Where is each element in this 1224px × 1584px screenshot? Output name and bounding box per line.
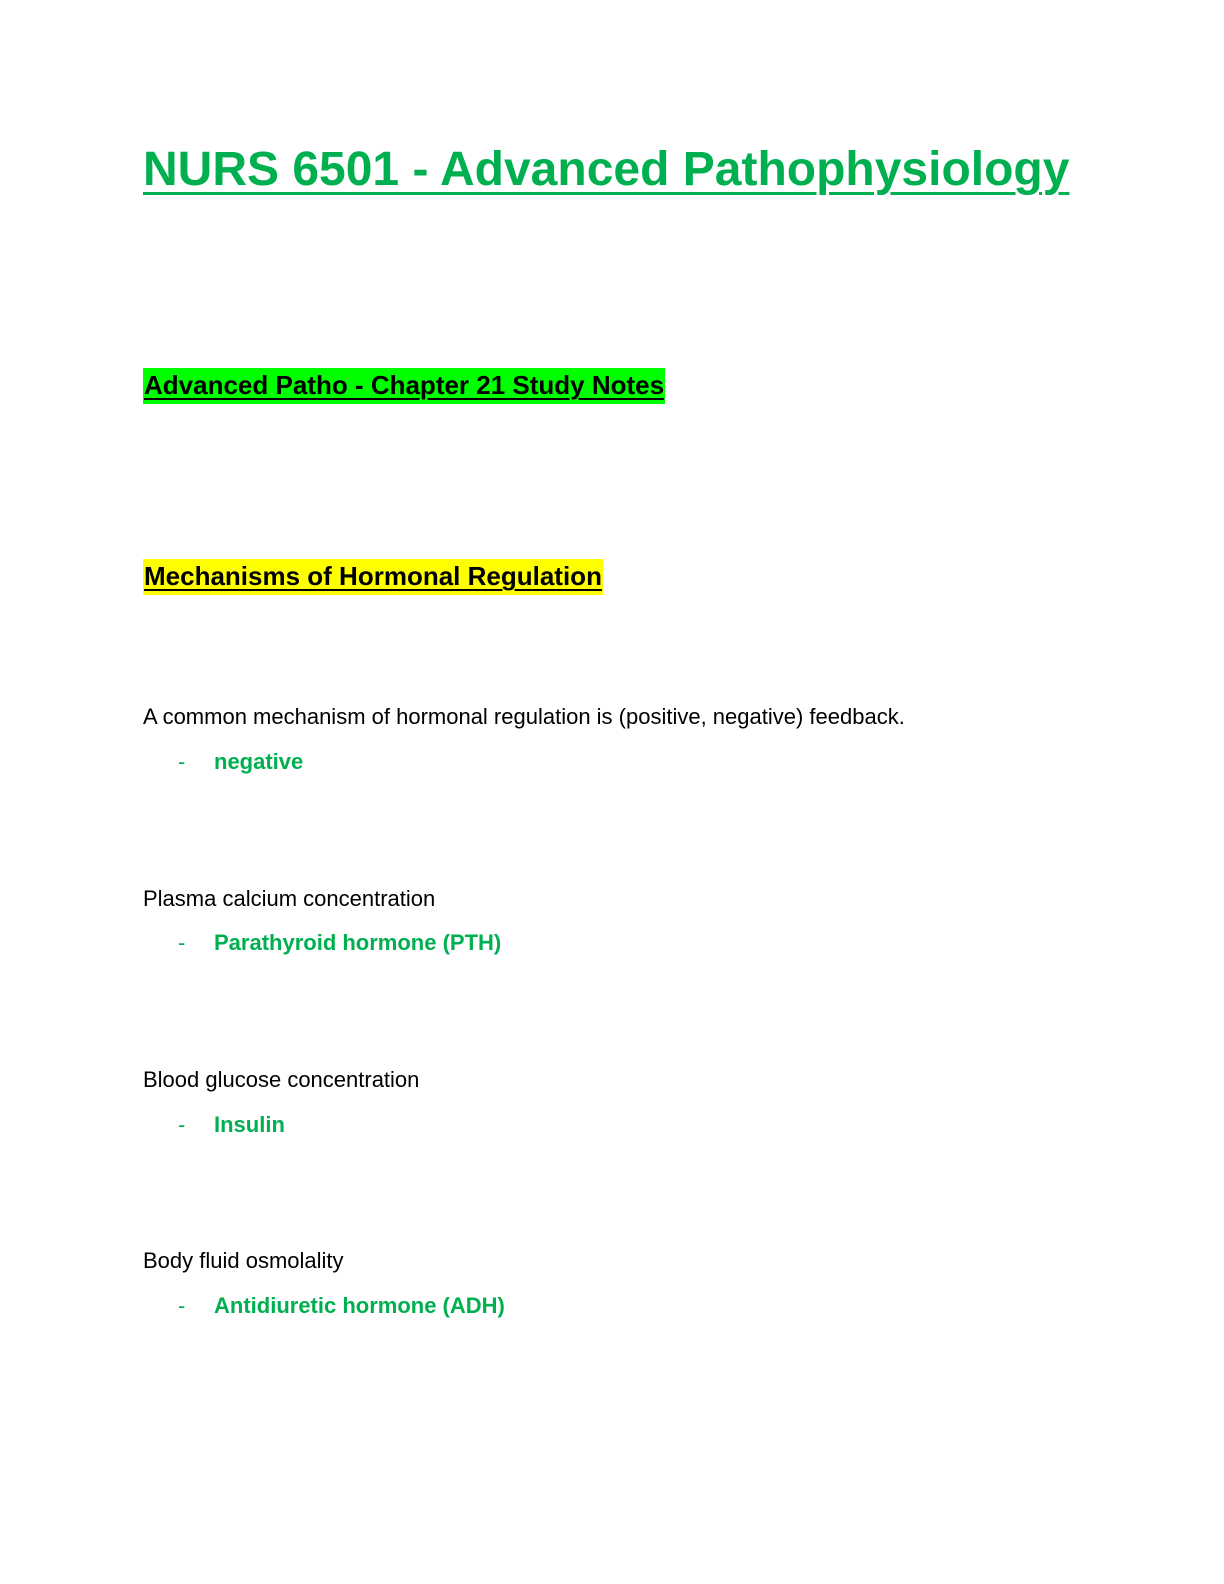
question-1: A common mechanism of hormonal regulation is (positive, negative) feedback.: [143, 704, 905, 729]
answer-3: Insulin: [214, 1112, 285, 1137]
document-title: NURS 6501 - Advanced Pathophysiology: [143, 143, 1070, 196]
answer-row-3: [178, 1114, 285, 1136]
answer-row-1: [178, 751, 303, 773]
answer-1: negative: [214, 749, 304, 774]
question-3: Blood glucose concentration: [143, 1067, 420, 1092]
bullet-dash: -: [178, 1112, 186, 1137]
answer-row-2: [178, 932, 501, 954]
bullet-dash: -: [178, 749, 186, 774]
section-heading-text: Mechanisms of Hormonal Regulation: [143, 559, 603, 595]
answer-2: Parathyroid hormone (PTH): [214, 930, 502, 955]
answer-row-4: [178, 1295, 505, 1317]
bullet-dash: -: [178, 930, 186, 955]
chapter-heading-text: Advanced Patho - Chapter 21 Study Notes: [143, 368, 665, 404]
answer-4: Antidiuretic hormone (ADH): [214, 1293, 505, 1318]
chapter-heading: [143, 372, 665, 398]
section-heading: [143, 563, 603, 589]
bullet-dash: -: [178, 1293, 186, 1318]
question-2: Plasma calcium concentration: [143, 886, 436, 911]
question-4: Body fluid osmolality: [143, 1248, 344, 1273]
